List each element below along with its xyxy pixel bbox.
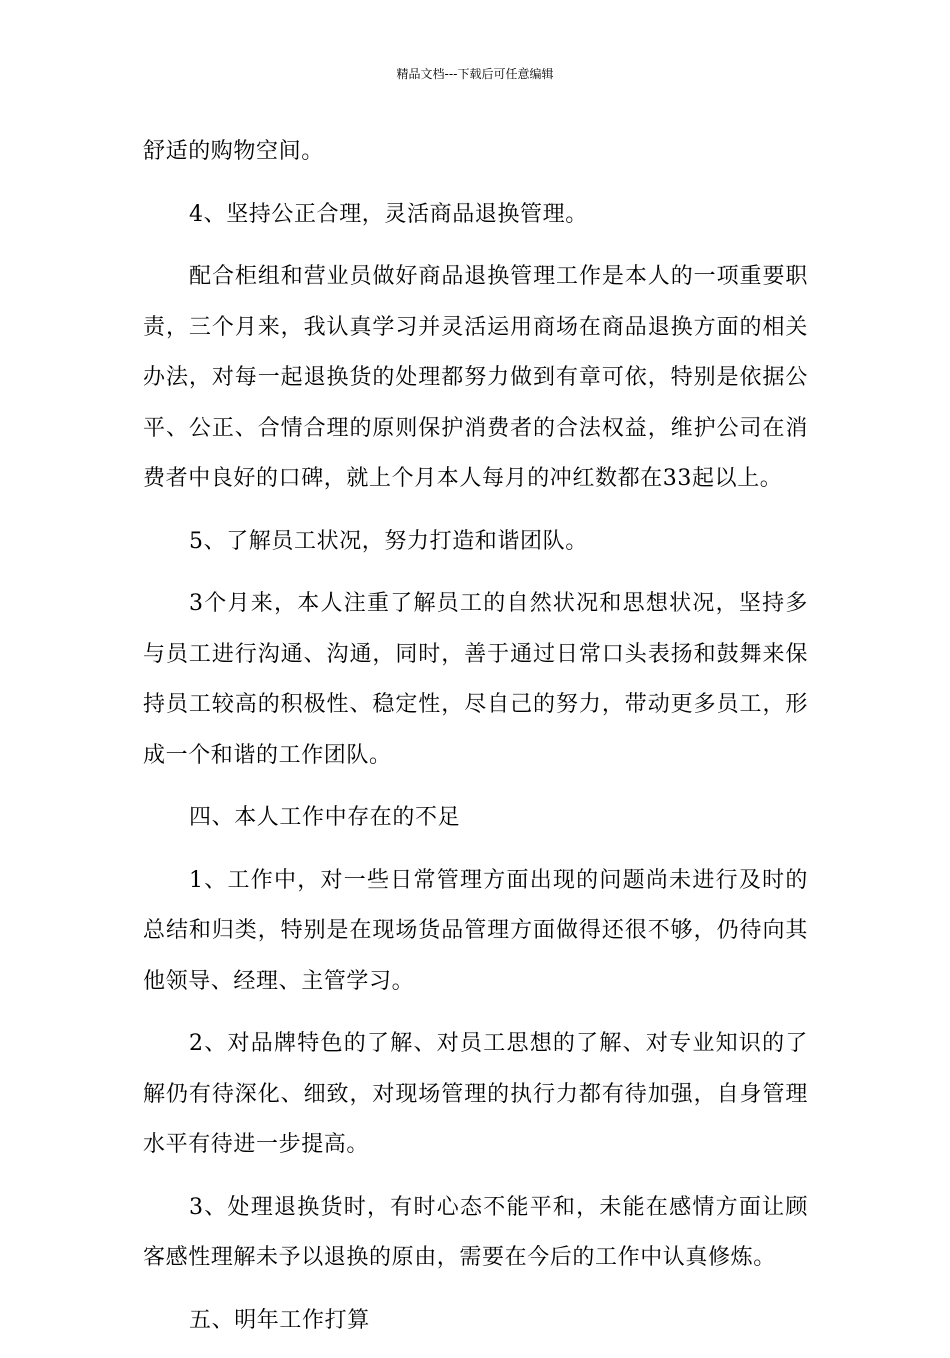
paragraph: 配合柜组和营业员做好商品退换管理工作是本人的一项重要职责，三个月来，我认真学习并灵活运用商场在商品退换方面的相关办法，对每一起退换货的处理都努力做到有章可依，特别是依据公平、公正、合情合理的原则保护消费者的合法权益，维护公司在消费者中良好的口碑，就上个月本人每月的冲红数都在33起以上。 (143, 264, 808, 491)
page-header: 精品文档---下载后可任意编辑 (396, 67, 554, 81)
section-heading: 四、本人工作中存在的不足 (189, 805, 461, 830)
list-item: 2、对品牌特色的了解、对员工思想的了解、对专业知识的了解仍有待深化、细致，对现场管理的执行力都有待加强，自身管理水平有待进一步提高。 (143, 1031, 808, 1157)
list-item-heading: 4、坚持公正合理，灵活商品退换管理。 (189, 201, 588, 227)
paragraph-continuation: 舒适的购物空间。 (143, 139, 324, 164)
paragraph: 3个月来，本人注重了解员工的自然状况和思想状况，坚持多与员工进行沟通、沟通，同时，善于通过日常口头表扬和鼓舞来保持员工较高的积极性、稳定性，尽自己的努力，带动更多员工，形成一个和谐的工作团队。 (143, 591, 808, 768)
list-item: 3、处理退换货时，有时心态不能平和，未能在感情方面让顾客感性理解未予以退换的原由，需要在今后的工作中认真修炼。 (143, 1194, 808, 1270)
list-item: 1、工作中，对一些日常管理方面出现的问题尚未进行及时的总结和归类，特别是在现场货品管理方面做得还很不够，仍待向其他领导、经理、主管学习。 (143, 867, 808, 994)
section-heading: 五、明年工作打算 (189, 1307, 370, 1333)
document-body (143, 127, 808, 1358)
list-item-heading: 5、了解员工状况，努力打造和谐团队。 (189, 528, 588, 554)
